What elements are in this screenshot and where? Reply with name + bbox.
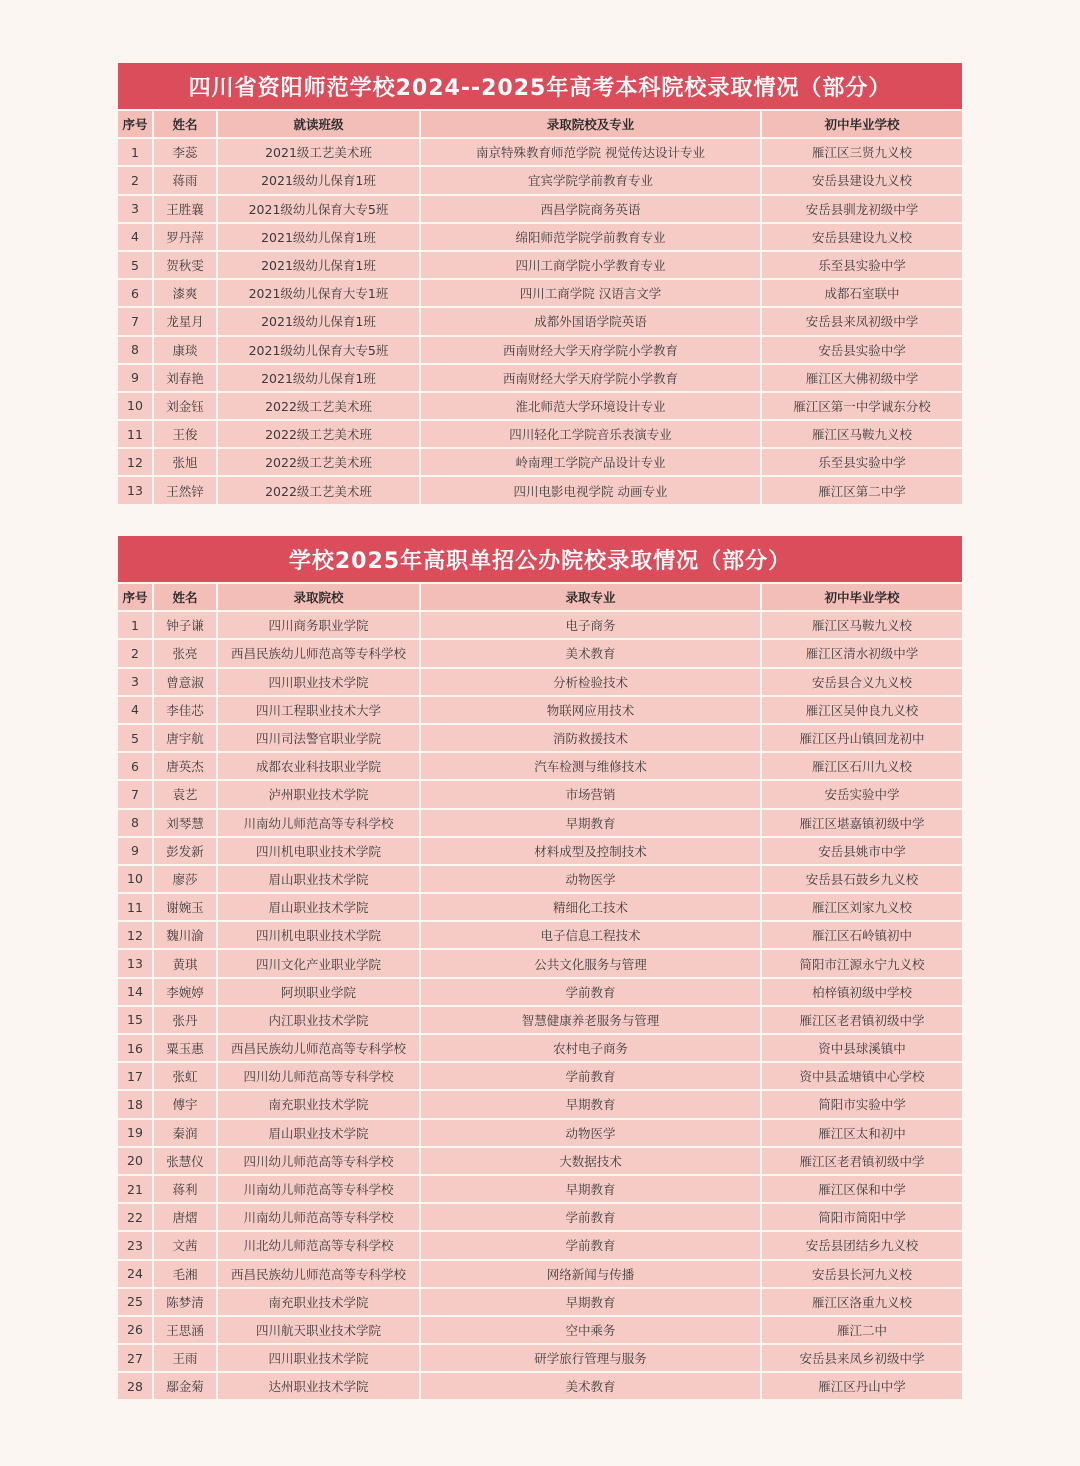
table-cell: 材料成型及控制技术 — [421, 838, 760, 864]
table-row — [118, 224, 962, 250]
table-cell: 西南财经大学天府学院小学教育 — [421, 337, 760, 363]
table-row — [118, 196, 962, 222]
table-cell: 眉山职业技术学院 — [218, 866, 419, 892]
table-cell: 5 — [118, 725, 152, 751]
table-cell: 雁江区保和中学 — [762, 1176, 962, 1202]
table-cell: 川南幼儿师范高等专科学校 — [218, 1204, 419, 1230]
table-cell: 安岳县石鼓乡九义校 — [762, 866, 962, 892]
table-cell: 泸州职业技术学院 — [218, 781, 419, 807]
table-cell: 精细化工技术 — [421, 894, 760, 920]
table-cell: 毛湘 — [154, 1261, 216, 1287]
table-cell: 魏川渝 — [154, 922, 216, 948]
table-cell: 龙星月 — [154, 308, 216, 334]
table-cell: 动物医学 — [421, 866, 760, 892]
undergrad-admission-section — [118, 63, 962, 506]
table-row — [118, 781, 962, 807]
table-cell: 简阳市江源永宁九义校 — [762, 950, 962, 976]
table-row — [118, 725, 962, 751]
table-cell: 电子商务 — [421, 612, 760, 638]
table-cell: 安岳县建设九义校 — [762, 224, 962, 250]
table-row — [118, 365, 962, 391]
table-row — [118, 477, 962, 503]
table-cell: 2022级工艺美术班 — [218, 393, 419, 419]
table-cell: 物联网应用技术 — [421, 697, 760, 723]
table-cell: 公共文化服务与管理 — [421, 950, 760, 976]
table-row — [118, 167, 962, 193]
table-cell: 24 — [118, 1261, 152, 1287]
table-cell: 西昌民族幼儿师范高等专科学校 — [218, 1035, 419, 1061]
table-cell: 19 — [118, 1120, 152, 1146]
table-cell: 张亮 — [154, 640, 216, 666]
table-cell: 20 — [118, 1148, 152, 1174]
table-cell: 27 — [118, 1345, 152, 1371]
table-cell: 袁艺 — [154, 781, 216, 807]
table-row — [118, 810, 962, 836]
column-header: 序号 — [118, 111, 152, 137]
table-cell: 王俊 — [154, 421, 216, 447]
table-cell: 唐熠 — [154, 1204, 216, 1230]
table-cell: 2 — [118, 640, 152, 666]
table-cell: 9 — [118, 838, 152, 864]
table-row — [118, 421, 962, 447]
table-cell: 雁江区马鞍九义校 — [762, 421, 962, 447]
table-cell: 傅宇 — [154, 1091, 216, 1117]
table-cell: 四川文化产业职业学院 — [218, 950, 419, 976]
table-cell: 李婉婷 — [154, 979, 216, 1005]
table-cell: 26 — [118, 1317, 152, 1343]
table-cell: 唐宇航 — [154, 725, 216, 751]
table-cell: 雁江区第二中学 — [762, 477, 962, 503]
table-cell: 安岳县来凤乡初级中学 — [762, 1345, 962, 1371]
table-cell: 10 — [118, 866, 152, 892]
table-cell: 贺秋雯 — [154, 252, 216, 278]
table-row — [118, 449, 962, 475]
table-cell: 2021级幼儿保育大专5班 — [218, 196, 419, 222]
table-cell: 6 — [118, 753, 152, 779]
table-cell: 2021级幼儿保育1班 — [218, 167, 419, 193]
table-cell: 文茜 — [154, 1232, 216, 1258]
table-cell: 市场营销 — [421, 781, 760, 807]
table-cell: 学前教育 — [421, 1232, 760, 1258]
table-header-row — [118, 111, 962, 137]
table-cell: 分析检验技术 — [421, 669, 760, 695]
table-cell: 四川职业技术学院 — [218, 669, 419, 695]
table-cell: 雁江区洛重九义校 — [762, 1289, 962, 1315]
table-row — [118, 1317, 962, 1343]
table-row — [118, 1120, 962, 1146]
table-cell: 2021级幼儿保育大专1班 — [218, 280, 419, 306]
table-cell: 宜宾学院学前教育专业 — [421, 167, 760, 193]
table-cell: 4 — [118, 224, 152, 250]
table-cell: 雁江二中 — [762, 1317, 962, 1343]
table-cell: 罗丹萍 — [154, 224, 216, 250]
table-row — [118, 1204, 962, 1230]
table-cell: 蒋雨 — [154, 167, 216, 193]
table-cell: 2021级幼儿保育1班 — [218, 224, 419, 250]
table-cell: 张旭 — [154, 449, 216, 475]
table-cell: 四川机电职业技术学院 — [218, 922, 419, 948]
table-cell: 3 — [118, 196, 152, 222]
table-cell: 资中县孟塘镇中心学校 — [762, 1063, 962, 1089]
table-cell: 彭发新 — [154, 838, 216, 864]
table-row — [118, 697, 962, 723]
table-row — [118, 139, 962, 165]
table-cell: 王雨 — [154, 1345, 216, 1371]
table-cell: 南京特殊教育师范学院 视觉传达设计专业 — [421, 139, 760, 165]
table-cell: 简阳市实验中学 — [762, 1091, 962, 1117]
table-cell: 雁江区三贤九义校 — [762, 139, 962, 165]
table-cell: 川北幼儿师范高等专科学校 — [218, 1232, 419, 1258]
column-header: 录取院校及专业 — [421, 111, 760, 137]
table-cell: 早期教育 — [421, 1176, 760, 1202]
table-row — [118, 280, 962, 306]
column-header: 姓名 — [154, 111, 216, 137]
table-cell: 13 — [118, 477, 152, 503]
table-row — [118, 1035, 962, 1061]
table-cell: 1 — [118, 612, 152, 638]
table-cell: 汽车检测与维修技术 — [421, 753, 760, 779]
table-row — [118, 612, 962, 638]
table-cell: 空中乘务 — [421, 1317, 760, 1343]
table-cell: 农村电子商务 — [421, 1035, 760, 1061]
table-row — [118, 894, 962, 920]
column-header: 初中毕业学校 — [762, 584, 962, 610]
undergrad-section-title: 四川省资阳师范学校2024--2025年高考本科院校录取情况（部分） — [118, 63, 962, 109]
table-cell: 网络新闻与传播 — [421, 1261, 760, 1287]
table-row — [118, 308, 962, 334]
table-cell: 四川商务职业学院 — [218, 612, 419, 638]
table-row — [118, 1261, 962, 1287]
table-cell: 钟子谦 — [154, 612, 216, 638]
table-cell: 雁江区马鞍九义校 — [762, 612, 962, 638]
table-row — [118, 1091, 962, 1117]
table-cell: 成都外国语学院英语 — [421, 308, 760, 334]
table-cell: 安岳县来凤初级中学 — [762, 308, 962, 334]
table-cell: 研学旅行管理与服务 — [421, 1345, 760, 1371]
table-cell: 10 — [118, 393, 152, 419]
table-cell: 刘春艳 — [154, 365, 216, 391]
table-cell: 王然锌 — [154, 477, 216, 503]
table-cell: 四川幼儿师范高等专科学校 — [218, 1063, 419, 1089]
table-cell: 11 — [118, 894, 152, 920]
table-cell: 2022级工艺美术班 — [218, 449, 419, 475]
table-cell: 乐至县实验中学 — [762, 449, 962, 475]
table-cell: 川南幼儿师范高等专科学校 — [218, 1176, 419, 1202]
table-row — [118, 1289, 962, 1315]
table-cell: 四川司法警官职业学院 — [218, 725, 419, 751]
table-row — [118, 979, 962, 1005]
table-cell: 早期教育 — [421, 1091, 760, 1117]
table-cell: 秦润 — [154, 1120, 216, 1146]
column-header: 就读班级 — [218, 111, 419, 137]
table-cell: 阿坝职业学院 — [218, 979, 419, 1005]
table-cell: 28 — [118, 1373, 152, 1399]
table-cell: 6 — [118, 280, 152, 306]
table-row — [118, 252, 962, 278]
table-cell: 达州职业技术学院 — [218, 1373, 419, 1399]
table-cell: 四川职业技术学院 — [218, 1345, 419, 1371]
table-cell: 简阳市简阳中学 — [762, 1204, 962, 1230]
table-cell: 8 — [118, 337, 152, 363]
table-cell: 雁江区清水初级中学 — [762, 640, 962, 666]
table-cell: 7 — [118, 781, 152, 807]
table-cell: 12 — [118, 449, 152, 475]
table-cell: 四川工商学院 汉语言文学 — [421, 280, 760, 306]
table-cell: 四川轻化工学院音乐表演专业 — [421, 421, 760, 447]
table-cell: 内江职业技术学院 — [218, 1007, 419, 1033]
column-header: 姓名 — [154, 584, 216, 610]
table-cell: 17 — [118, 1063, 152, 1089]
table-cell: 13 — [118, 950, 152, 976]
table-cell: 唐英杰 — [154, 753, 216, 779]
table-cell: 2022级工艺美术班 — [218, 421, 419, 447]
table-cell: 王思涵 — [154, 1317, 216, 1343]
table-row — [118, 1232, 962, 1258]
table-cell: 张丹 — [154, 1007, 216, 1033]
table-cell: 淮北师范大学环境设计专业 — [421, 393, 760, 419]
table-cell: 刘金钰 — [154, 393, 216, 419]
table-cell: 安岳县长河九义校 — [762, 1261, 962, 1287]
table-cell: 2 — [118, 167, 152, 193]
table-cell: 漆爽 — [154, 280, 216, 306]
table-cell: 美术教育 — [421, 640, 760, 666]
table-cell: 川南幼儿师范高等专科学校 — [218, 810, 419, 836]
table-cell: 2021级幼儿保育1班 — [218, 365, 419, 391]
table-row — [118, 950, 962, 976]
table-cell: 安岳县实验中学 — [762, 337, 962, 363]
table-row — [118, 1176, 962, 1202]
table-cell: 柏梓镇初级中学校 — [762, 979, 962, 1005]
table-cell: 2021级幼儿保育1班 — [218, 308, 419, 334]
table-cell: 蒋利 — [154, 1176, 216, 1202]
table-cell: 3 — [118, 669, 152, 695]
table-cell: 王胜襄 — [154, 196, 216, 222]
table-cell: 美术教育 — [421, 1373, 760, 1399]
vocational-admission-section — [118, 536, 962, 1401]
table-cell: 眉山职业技术学院 — [218, 894, 419, 920]
table-cell: 雁江区大佛初级中学 — [762, 365, 962, 391]
table-row — [118, 1148, 962, 1174]
table-cell: 21 — [118, 1176, 152, 1202]
vocational-section-title: 学校2025年高职单招公办院校录取情况（部分） — [118, 536, 962, 582]
table-cell: 南充职业技术学院 — [218, 1091, 419, 1117]
table-cell: 康琰 — [154, 337, 216, 363]
column-header: 初中毕业学校 — [762, 111, 962, 137]
table-cell: 2022级工艺美术班 — [218, 477, 419, 503]
table-cell: 12 — [118, 922, 152, 948]
table-header-row — [118, 584, 962, 610]
table-cell: 西南财经大学天府学院小学教育 — [421, 365, 760, 391]
table-cell: 雁江区吴仲良九义校 — [762, 697, 962, 723]
table-cell: 李蕊 — [154, 139, 216, 165]
table-cell: 安岳县姚市中学 — [762, 838, 962, 864]
table-cell: 雁江区第一中学诚东分校 — [762, 393, 962, 419]
table-cell: 岭南理工学院产品设计专业 — [421, 449, 760, 475]
table-cell: 雁江区老君镇初级中学 — [762, 1148, 962, 1174]
table-cell: 陈梦清 — [154, 1289, 216, 1315]
table-row — [118, 838, 962, 864]
table-cell: 电子信息工程技术 — [421, 922, 760, 948]
table-cell: 四川航天职业技术学院 — [218, 1317, 419, 1343]
table-row — [118, 1373, 962, 1399]
column-header: 序号 — [118, 584, 152, 610]
table-cell: 曾意淑 — [154, 669, 216, 695]
table-cell: 成都农业科技职业学院 — [218, 753, 419, 779]
table-cell: 2021级工艺美术班 — [218, 139, 419, 165]
table-cell: 雁江区老君镇初级中学 — [762, 1007, 962, 1033]
table-row — [118, 393, 962, 419]
table-cell: 8 — [118, 810, 152, 836]
table-cell: 资中县球溪镇中 — [762, 1035, 962, 1061]
table-cell: 安岳县团结乡九义校 — [762, 1232, 962, 1258]
table-cell: 雁江区石川九义校 — [762, 753, 962, 779]
table-row — [118, 640, 962, 666]
table-cell: 15 — [118, 1007, 152, 1033]
table-cell: 23 — [118, 1232, 152, 1258]
table-cell: 眉山职业技术学院 — [218, 1120, 419, 1146]
table-cell: 雁江区丹山中学 — [762, 1373, 962, 1399]
table-cell: 16 — [118, 1035, 152, 1061]
table-cell: 2021级幼儿保育1班 — [218, 252, 419, 278]
table-cell: 雁江区太和初中 — [762, 1120, 962, 1146]
table-row — [118, 337, 962, 363]
vocational-admission-table — [116, 582, 964, 1401]
table-cell: 雁江区丹山镇回龙初中 — [762, 725, 962, 751]
table-cell: 25 — [118, 1289, 152, 1315]
table-cell: 4 — [118, 697, 152, 723]
table-cell: 2021级幼儿保育大专5班 — [218, 337, 419, 363]
table-cell: 安岳县驯龙初级中学 — [762, 196, 962, 222]
column-header: 录取院校 — [218, 584, 419, 610]
table-cell: 西昌民族幼儿师范高等专科学校 — [218, 640, 419, 666]
table-cell: 早期教育 — [421, 810, 760, 836]
undergrad-admission-table — [116, 109, 964, 506]
table-cell: 安岳县建设九义校 — [762, 167, 962, 193]
table-cell: 消防救援技术 — [421, 725, 760, 751]
table-cell: 22 — [118, 1204, 152, 1230]
column-header: 录取专业 — [421, 584, 760, 610]
table-cell: 西昌民族幼儿师范高等专科学校 — [218, 1261, 419, 1287]
table-cell: 早期教育 — [421, 1289, 760, 1315]
table-cell: 9 — [118, 365, 152, 391]
table-cell: 鄢金菊 — [154, 1373, 216, 1399]
table-cell: 智慧健康养老服务与管理 — [421, 1007, 760, 1033]
table-cell: 5 — [118, 252, 152, 278]
table-cell: 大数据技术 — [421, 1148, 760, 1174]
table-cell: 四川机电职业技术学院 — [218, 838, 419, 864]
table-cell: 1 — [118, 139, 152, 165]
table-cell: 西昌学院商务英语 — [421, 196, 760, 222]
table-row — [118, 669, 962, 695]
table-cell: 刘琴慧 — [154, 810, 216, 836]
table-cell: 张慧仪 — [154, 1148, 216, 1174]
table-cell: 南充职业技术学院 — [218, 1289, 419, 1315]
table-cell: 11 — [118, 421, 152, 447]
table-cell: 14 — [118, 979, 152, 1005]
table-cell: 绵阳师范学院学前教育专业 — [421, 224, 760, 250]
table-cell: 成都石室联中 — [762, 280, 962, 306]
table-cell: 乐至县实验中学 — [762, 252, 962, 278]
table-cell: 雁江区刘家九义校 — [762, 894, 962, 920]
table-cell: 廖莎 — [154, 866, 216, 892]
table-cell: 张虹 — [154, 1063, 216, 1089]
table-cell: 四川幼儿师范高等专科学校 — [218, 1148, 419, 1174]
table-row — [118, 1345, 962, 1371]
table-cell: 四川工程职业技术大学 — [218, 697, 419, 723]
table-cell: 四川工商学院小学教育专业 — [421, 252, 760, 278]
table-row — [118, 1063, 962, 1089]
table-row — [118, 866, 962, 892]
table-cell: 粟玉惠 — [154, 1035, 216, 1061]
table-cell: 学前教育 — [421, 979, 760, 1005]
table-cell: 雁江区堪嘉镇初级中学 — [762, 810, 962, 836]
table-row — [118, 922, 962, 948]
table-cell: 18 — [118, 1091, 152, 1117]
table-cell: 四川电影电视学院 动画专业 — [421, 477, 760, 503]
table-cell: 安岳实验中学 — [762, 781, 962, 807]
table-cell: 安岳县合义九义校 — [762, 669, 962, 695]
table-cell: 黄琪 — [154, 950, 216, 976]
table-row — [118, 1007, 962, 1033]
table-cell: 学前教育 — [421, 1204, 760, 1230]
table-cell: 李佳芯 — [154, 697, 216, 723]
table-cell: 雁江区石岭镇初中 — [762, 922, 962, 948]
table-cell: 谢婉玉 — [154, 894, 216, 920]
table-cell: 7 — [118, 308, 152, 334]
table-cell: 学前教育 — [421, 1063, 760, 1089]
table-cell: 动物医学 — [421, 1120, 760, 1146]
table-row — [118, 753, 962, 779]
